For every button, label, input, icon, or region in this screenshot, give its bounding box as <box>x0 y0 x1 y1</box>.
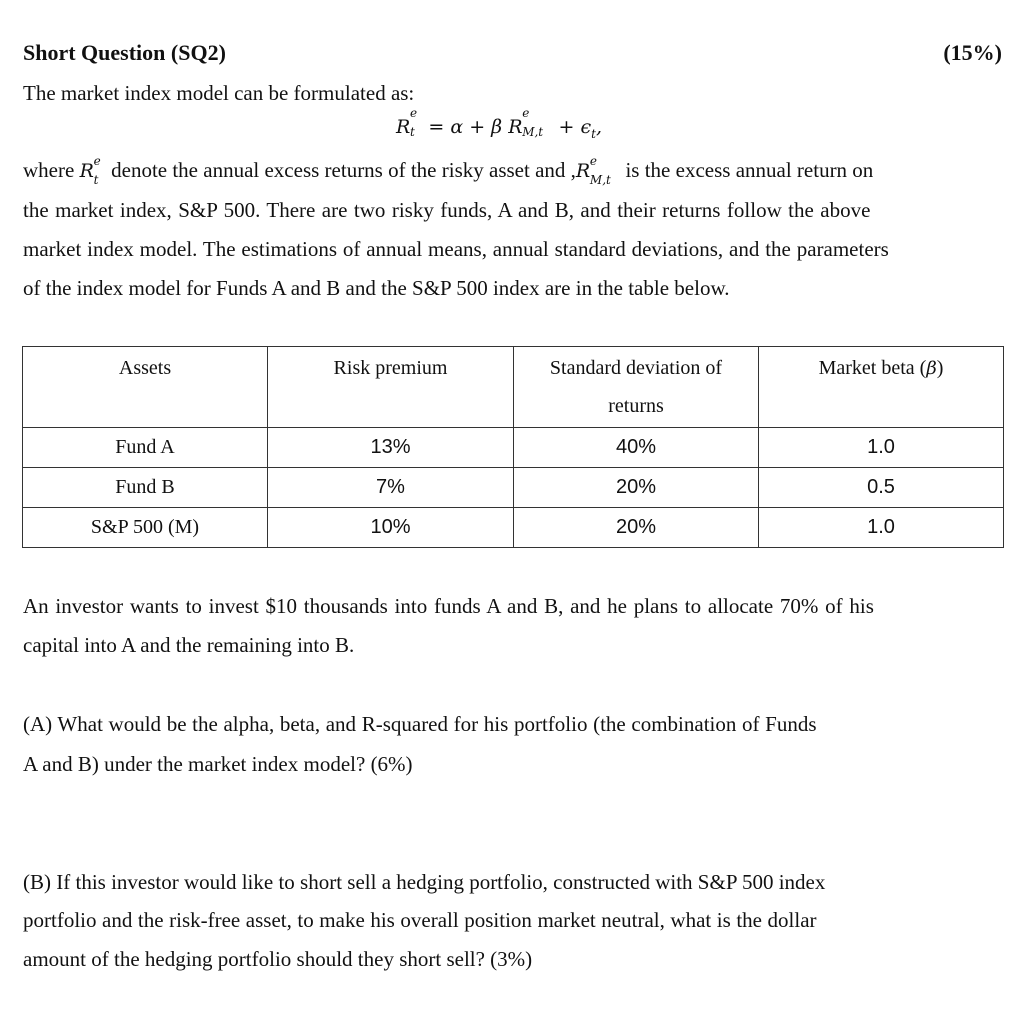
question-b-line3: amount of the hedging portfolio should they short sell? (3%) <box>23 947 533 971</box>
row-asset: Fund B <box>23 468 268 508</box>
row-beta: 0.5 <box>759 468 1004 508</box>
row-beta: 1.0 <box>759 508 1004 548</box>
paragraph2-line1: An investor wants to invest $10 thousands into funds A and B, and he plans to allocate 70% of his <box>23 594 874 618</box>
question-weight: (15%) <box>943 40 1002 65</box>
header-risk-premium: Risk premium <box>268 347 514 428</box>
header-assets: Assets <box>23 347 268 428</box>
question-b-line2: portfolio and the risk-free asset, to make his overall position market neutral, what is the dollar <box>23 908 817 932</box>
formula-epsilon-sub: t <box>591 127 596 141</box>
formula-alpha-beta: = α + β <box>428 116 509 138</box>
formula-end: , <box>595 116 603 138</box>
paragraph1-line4: of the index model for Funds A and B and the S&P 500 index are in the table below. <box>23 276 730 300</box>
table-row <box>23 508 1004 548</box>
question-b-line1: (B) If this investor would like to short sell a hedging portfolio, constructed with S&P 500 index <box>23 870 826 894</box>
row-std: 20% <box>514 508 759 548</box>
asset-return-symbol: R e t <box>79 154 101 187</box>
question-a-line2: A and B) under the market index model? (6%) <box>23 752 413 776</box>
row-risk-premium: 7% <box>268 468 514 508</box>
row-std: 40% <box>514 428 759 468</box>
fund-parameters-table <box>22 346 1004 548</box>
row-asset: S&P 500 (M) <box>23 508 268 548</box>
row-risk-premium: 13% <box>268 428 514 468</box>
row-std: 20% <box>514 468 759 508</box>
table-row <box>23 428 1004 468</box>
paragraph2-line2: capital into A and the remaining into B. <box>23 633 355 657</box>
paragraph1-line3: market index model. The estimations of annual means, annual standard deviations, and the parameters <box>23 237 889 261</box>
formula-market-return: R e M,t <box>508 106 544 139</box>
table-header-row <box>23 347 1004 428</box>
table-row <box>23 468 1004 508</box>
market-return-symbol: R e M,t <box>575 154 611 187</box>
question-header <box>23 40 1002 66</box>
header-market-beta: Market beta (β) <box>759 347 1004 428</box>
index-model-formula <box>396 106 603 141</box>
row-risk-premium: 10% <box>268 508 514 548</box>
paragraph1-line2: the market index, S&P 500. There are two risky funds, A and B, and their returns follow the above <box>23 198 871 222</box>
formula-epsilon: + ϵ <box>552 116 592 138</box>
question-title: Short Question (SQ2) <box>23 40 226 65</box>
paragraph1-line1: where R e t denote the annual excess returns of the risky asset and ,R e M,t is the excess annual return on <box>23 154 874 187</box>
formula-lhs: R e t <box>396 106 418 139</box>
header-std-dev: Standard deviation of returns <box>514 347 759 428</box>
row-beta: 1.0 <box>759 428 1004 468</box>
row-asset: Fund A <box>23 428 268 468</box>
intro-text: The market index model can be formulated as: <box>23 81 415 105</box>
question-a-line1: (A) What would be the alpha, beta, and R-squared for his portfolio (the combination of Funds <box>23 712 817 736</box>
